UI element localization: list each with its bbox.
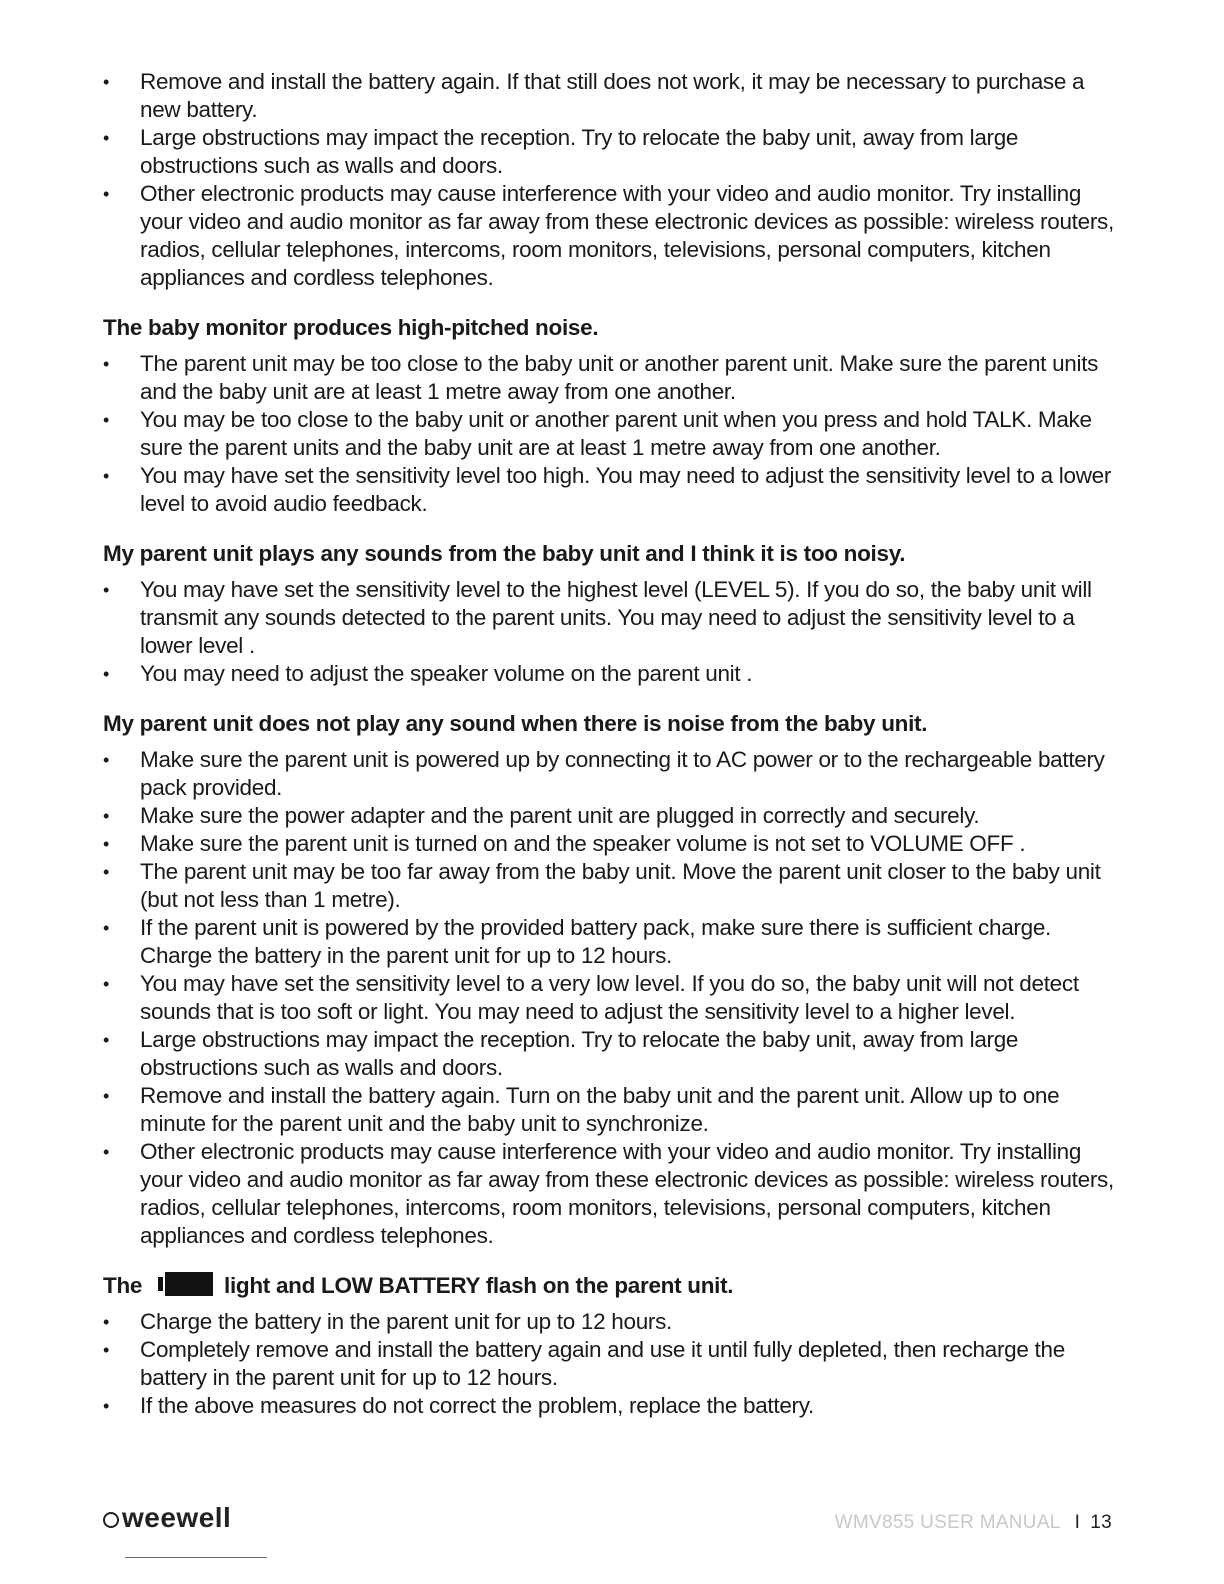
list-item: • You may have set the sensitivity level to a very low level. If you do so, the baby unit will not detect sounds that is too soft or light. You may need to adjust the sensitivity level to a higher level. (103, 971, 1079, 1024)
list-item: • Large obstructions may impact the reception. Try to relocate the baby unit, away from large obstructions such as walls and doors. (103, 125, 1019, 178)
logo-mark-icon (103, 1512, 119, 1528)
bullet-icon: • (103, 1396, 110, 1416)
bullet-list-high-pitched-noise (103, 350, 1118, 518)
list-item: • Other electronic products may cause interference with your video and audio monitor. Try installing your video and audio monitor as far away from these electronic devices as possible: wireless routers, radios, cellular telephones, intercoms, room monitors, televisions, personal computers, kitchen appliances and cordless telephones. (103, 1139, 1114, 1248)
section-heading-low-battery (103, 1272, 1118, 1300)
bullet-icon: • (103, 72, 110, 92)
brand-logo (103, 1502, 231, 1534)
list-item: • You may have set the sensitivity level to the highest level (LEVEL 5). If you do so, the baby unit will transmit any sounds detected to the parent units. You may need to adjust the sensitivity level to a lower level . (103, 577, 1092, 658)
bullet-icon: • (103, 1030, 110, 1050)
list-item: • If the above measures do not correct the problem, replace the battery. (103, 1393, 814, 1418)
list-item: • You may be too close to the baby unit or another parent unit when you press and hold TALK. Make sure the parent units and the baby unit are at least 1 metre away from one another. (103, 407, 1092, 460)
bullet-icon: • (103, 806, 110, 826)
list-item: • Remove and install the battery again. Turn on the baby unit and the parent unit. Allow up to one minute for the parent unit and the baby unit to synchronize. (103, 1083, 1060, 1136)
list-item: • Make sure the parent unit is turned on and the speaker volume is not set to VOLUME OFF . (103, 831, 1026, 856)
page-number: 13 (1090, 1512, 1112, 1533)
bullet-icon: • (103, 410, 110, 430)
bullet-icon: • (103, 354, 110, 374)
list-item: • Other electronic products may cause interference with your video and audio monitor. Try installing your video and audio monitor as far away from these electronic devices as possible: wireless routers, radios, cellular telephones, intercoms, room monitors, televisions, personal computers, kitchen appliances and cordless telephones. (103, 181, 1114, 290)
list-item: • Completely remove and install the battery again and use it until fully depleted, then recharge the battery in the parent unit for up to 12 hours. (103, 1337, 1065, 1390)
bullet-list-no-sound (103, 746, 1118, 1250)
list-item: • The parent unit may be too close to the baby unit or another parent unit. Make sure the parent units and the baby unit are at least 1 metre away from one another. (103, 351, 1099, 404)
manual-title: WMV855 USER MANUAL (834, 1512, 1061, 1533)
footer-rule (125, 1557, 267, 1558)
list-item: • Large obstructions may impact the reception. Try to relocate the baby unit, away from large obstructions such as walls and doors. (103, 1027, 1019, 1080)
list-item: • Remove and install the battery again. If that still does not work, it may be necessary to purchase a new battery. (103, 69, 1085, 122)
bullet-icon: • (103, 1312, 110, 1332)
list-item: • You may have set the sensitivity level too high. You may need to adjust the sensitivity level to a lower level to avoid audio feedback. (103, 463, 1112, 516)
page-footer (835, 1512, 1112, 1534)
bullet-icon: • (103, 466, 110, 486)
list-item: • Charge the battery in the parent unit for up to 12 hours. (103, 1309, 672, 1334)
logo-text: weewell (122, 1502, 232, 1533)
section-heading-too-noisy: My parent unit plays any sounds from the baby unit and I think it is too noisy. (103, 541, 906, 566)
bullet-icon: • (103, 1142, 110, 1162)
list-item: • Make sure the parent unit is powered up by connecting it to AC power or to the rechargeable battery pack provided. (103, 747, 1105, 800)
section-heading-no-sound: My parent unit does not play any sound when there is noise from the baby unit. (103, 711, 928, 736)
manual-content (103, 68, 1118, 1420)
bullet-icon: • (103, 128, 110, 148)
bullet-list-low-battery (103, 1308, 1118, 1420)
list-item: • If the parent unit is powered by the provided battery pack, make sure there is sufficient charge. Charge the battery in the parent unit for up to 12 hours. (103, 915, 1052, 968)
bullet-icon: • (103, 750, 110, 770)
bullet-icon: • (103, 918, 110, 938)
bullet-icon: • (103, 1340, 110, 1360)
footer-separator: I (1074, 1512, 1081, 1533)
bullet-icon: • (103, 974, 110, 994)
bullet-list-intro (103, 68, 1118, 292)
battery-icon (158, 1272, 214, 1296)
heading-suffix: light and LOW BATTERY flash on the parent unit. (224, 1273, 734, 1298)
bullet-icon: • (103, 862, 110, 882)
list-item: • You may need to adjust the speaker volume on the parent unit . (103, 661, 753, 686)
bullet-icon: • (103, 664, 110, 684)
heading-prefix: The (103, 1273, 143, 1298)
bullet-icon: • (103, 834, 110, 854)
bullet-list-too-noisy (103, 576, 1118, 688)
section-heading-high-pitched-noise: The baby monitor produces high-pitched noise. (103, 315, 599, 340)
list-item: • Make sure the power adapter and the parent unit are plugged in correctly and securely. (103, 803, 980, 828)
bullet-icon: • (103, 184, 110, 204)
bullet-icon: • (103, 580, 110, 600)
bullet-icon: • (103, 1086, 110, 1106)
list-item: • The parent unit may be too far away from the baby unit. Move the parent unit closer to the baby unit (but not less than 1 metre). (103, 859, 1101, 912)
